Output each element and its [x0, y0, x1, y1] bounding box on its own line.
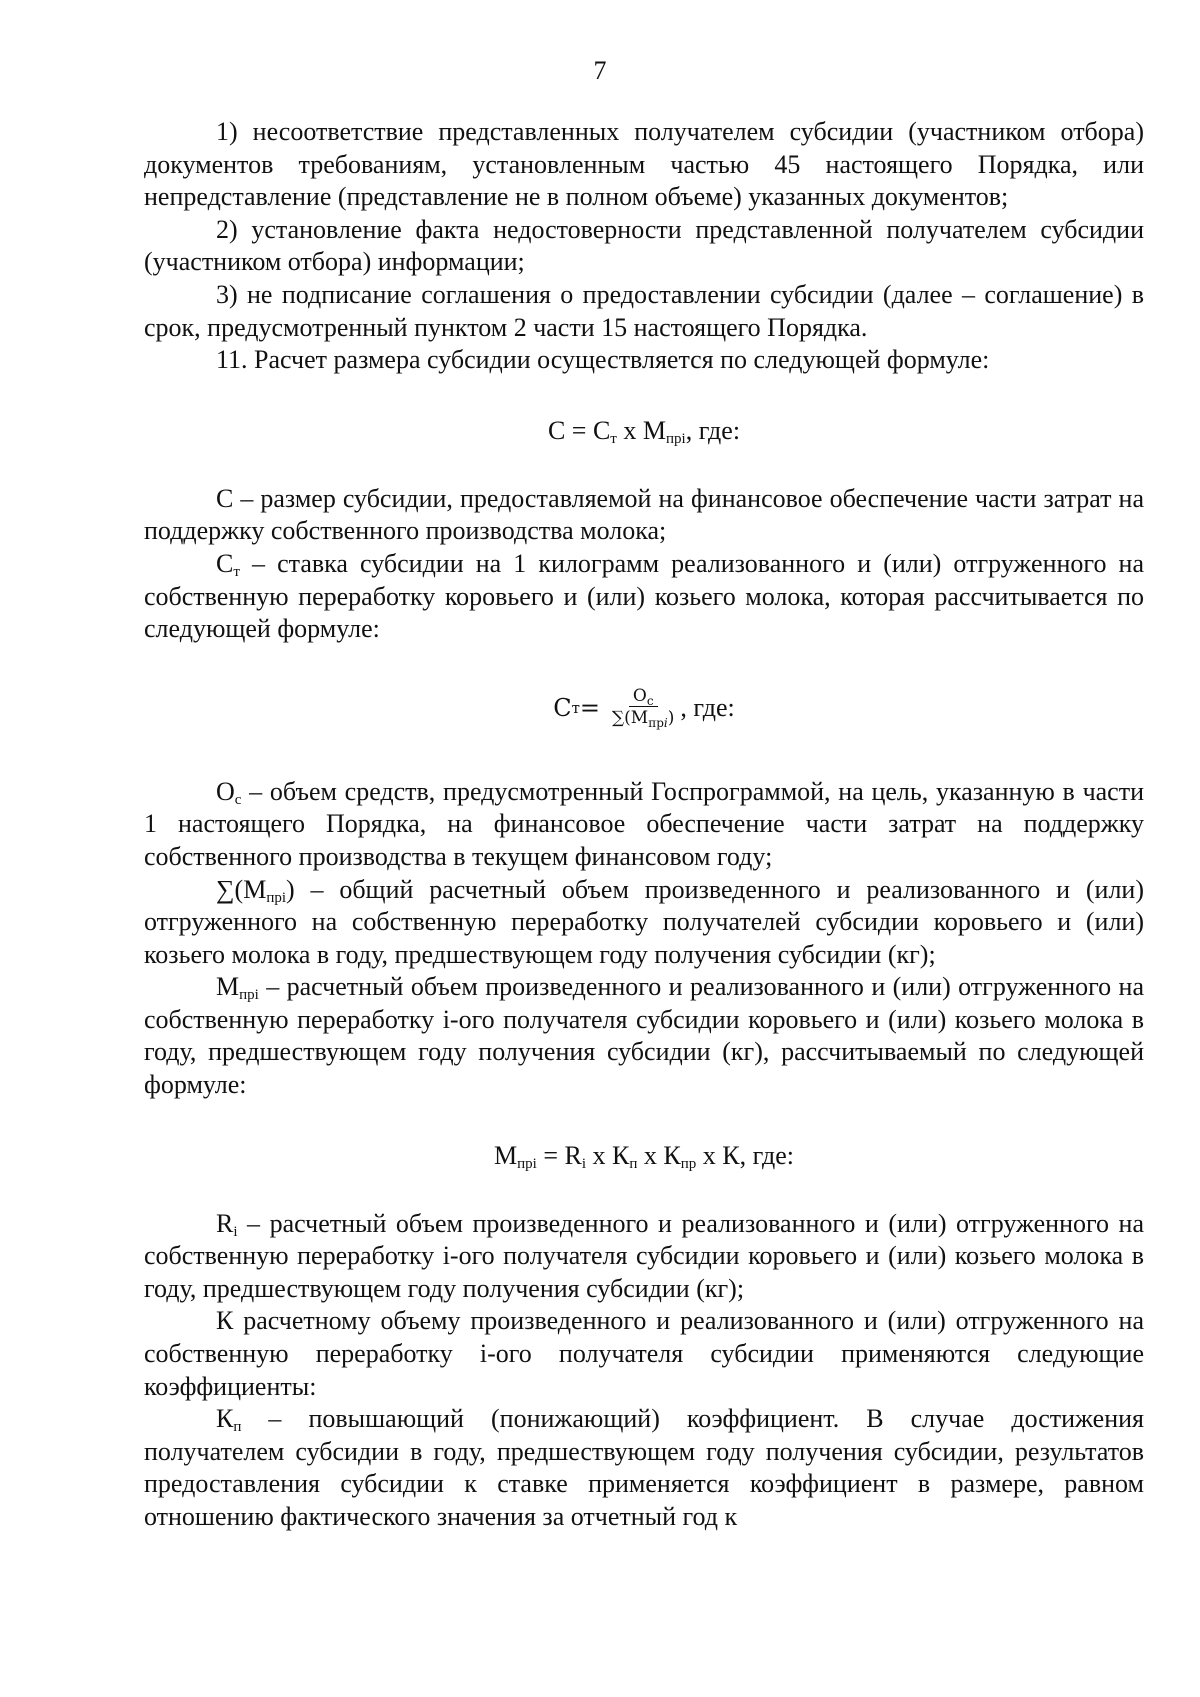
definition-sum-mpri: $\sum(М_{прi})$ – общий расчетный объем произведенного и реализованного и (или) отгруженного на собственную переработку получателей субсидии коровьего и (или) козьего молока в году, предшествующем году получения субсидии (кг); [144, 874, 1144, 969]
document-body [144, 116, 1144, 1534]
clause-11: 11. Расчет размера субсидии осуществляется по следующей формуле: [216, 345, 990, 375]
formula-rate: С т = $\frac{О_с}{\sum(М_{пр𝑖})}$ , где: [553, 686, 735, 731]
formula-mpri: $М_{прi} = R_i$ х $К_п$ х $К_{пр}$ х К, где: [494, 1140, 794, 1172]
definition-c: С – размер субсидии, предоставляемой на финансовое обеспечение части затрат на поддержку собственного производства молока; [144, 483, 1144, 546]
definition-ri: $R_i$ – расчетный объем произведенного и реализованного и (или) отгруженного на собственную переработку i-ого получателя субсидии коровьего и (или) козьего молока в году, предшествующем году получения субсидии (кг); [144, 1208, 1144, 1303]
list-item-2: 2) установление факта недостоверности представленной получателем субсидии (участником отбора) информации; [144, 214, 1144, 277]
definition-ct: $С_т$ – ставка субсидии на 1 килограмм реализованного и (или) отгруженного на собственную переработку коровьего и (или) козьего молока, которая рассчитывается по следующей формуле: [144, 548, 1144, 644]
formula-subsidy-size: $С = С_т$ х $М_{прi}$, где: [547, 415, 741, 447]
list-item-3: 3) не подписание соглашения о предоставлении субсидии (далее – соглашение) в срок, предусмотренный пунктом 2 части 15 настоящего Порядка. [144, 279, 1144, 342]
list-item-1: 1) несоответствие представленных получателем субсидии (участником отбора) документов требованиям, установленным частью 45 настоящего Порядка, или непредставление (представление не в полном объеме) указанных документов; [144, 117, 1144, 212]
definition-kp: $К_п$ – повышающий (понижающий) коэффициент. В случае достижения получателем субсидии в году, предшествующем году получения субсидии, результатов предоставления субсидии к ставке применяется коэффициент в размере, равном отношению фактического значения за отчетный год к [144, 1404, 1144, 1531]
fraction: $\frac{О_с}{\sum(М_{пр𝑖})}$ [612, 686, 675, 731]
definition-mpri: $М_{прi}$ – расчетный объем произведенного и реализованного и (или) отгруженного на собственную переработку i-ого получателя субсидии коровьего и (или) козьего молока в году, предшествующем году получения субсидии (кг), рассчитываемый по следующей формуле: [144, 972, 1144, 1100]
coefficients-intro: К расчетному объему произведенного и реализованного и (или) отгруженного на собственную переработку i-ого получателя субсидии применяются следующие коэффициенты: [144, 1306, 1144, 1401]
definition-oc: $О_с$ – объем средств, предусмотренный Госпрограммой, на цель, указанную в части 1 настоящего Порядка, на финансовое обеспечение части затрат на поддержку собственного производства в текущем финансовом году; [144, 776, 1144, 871]
page-number: 7 [593, 56, 607, 85]
